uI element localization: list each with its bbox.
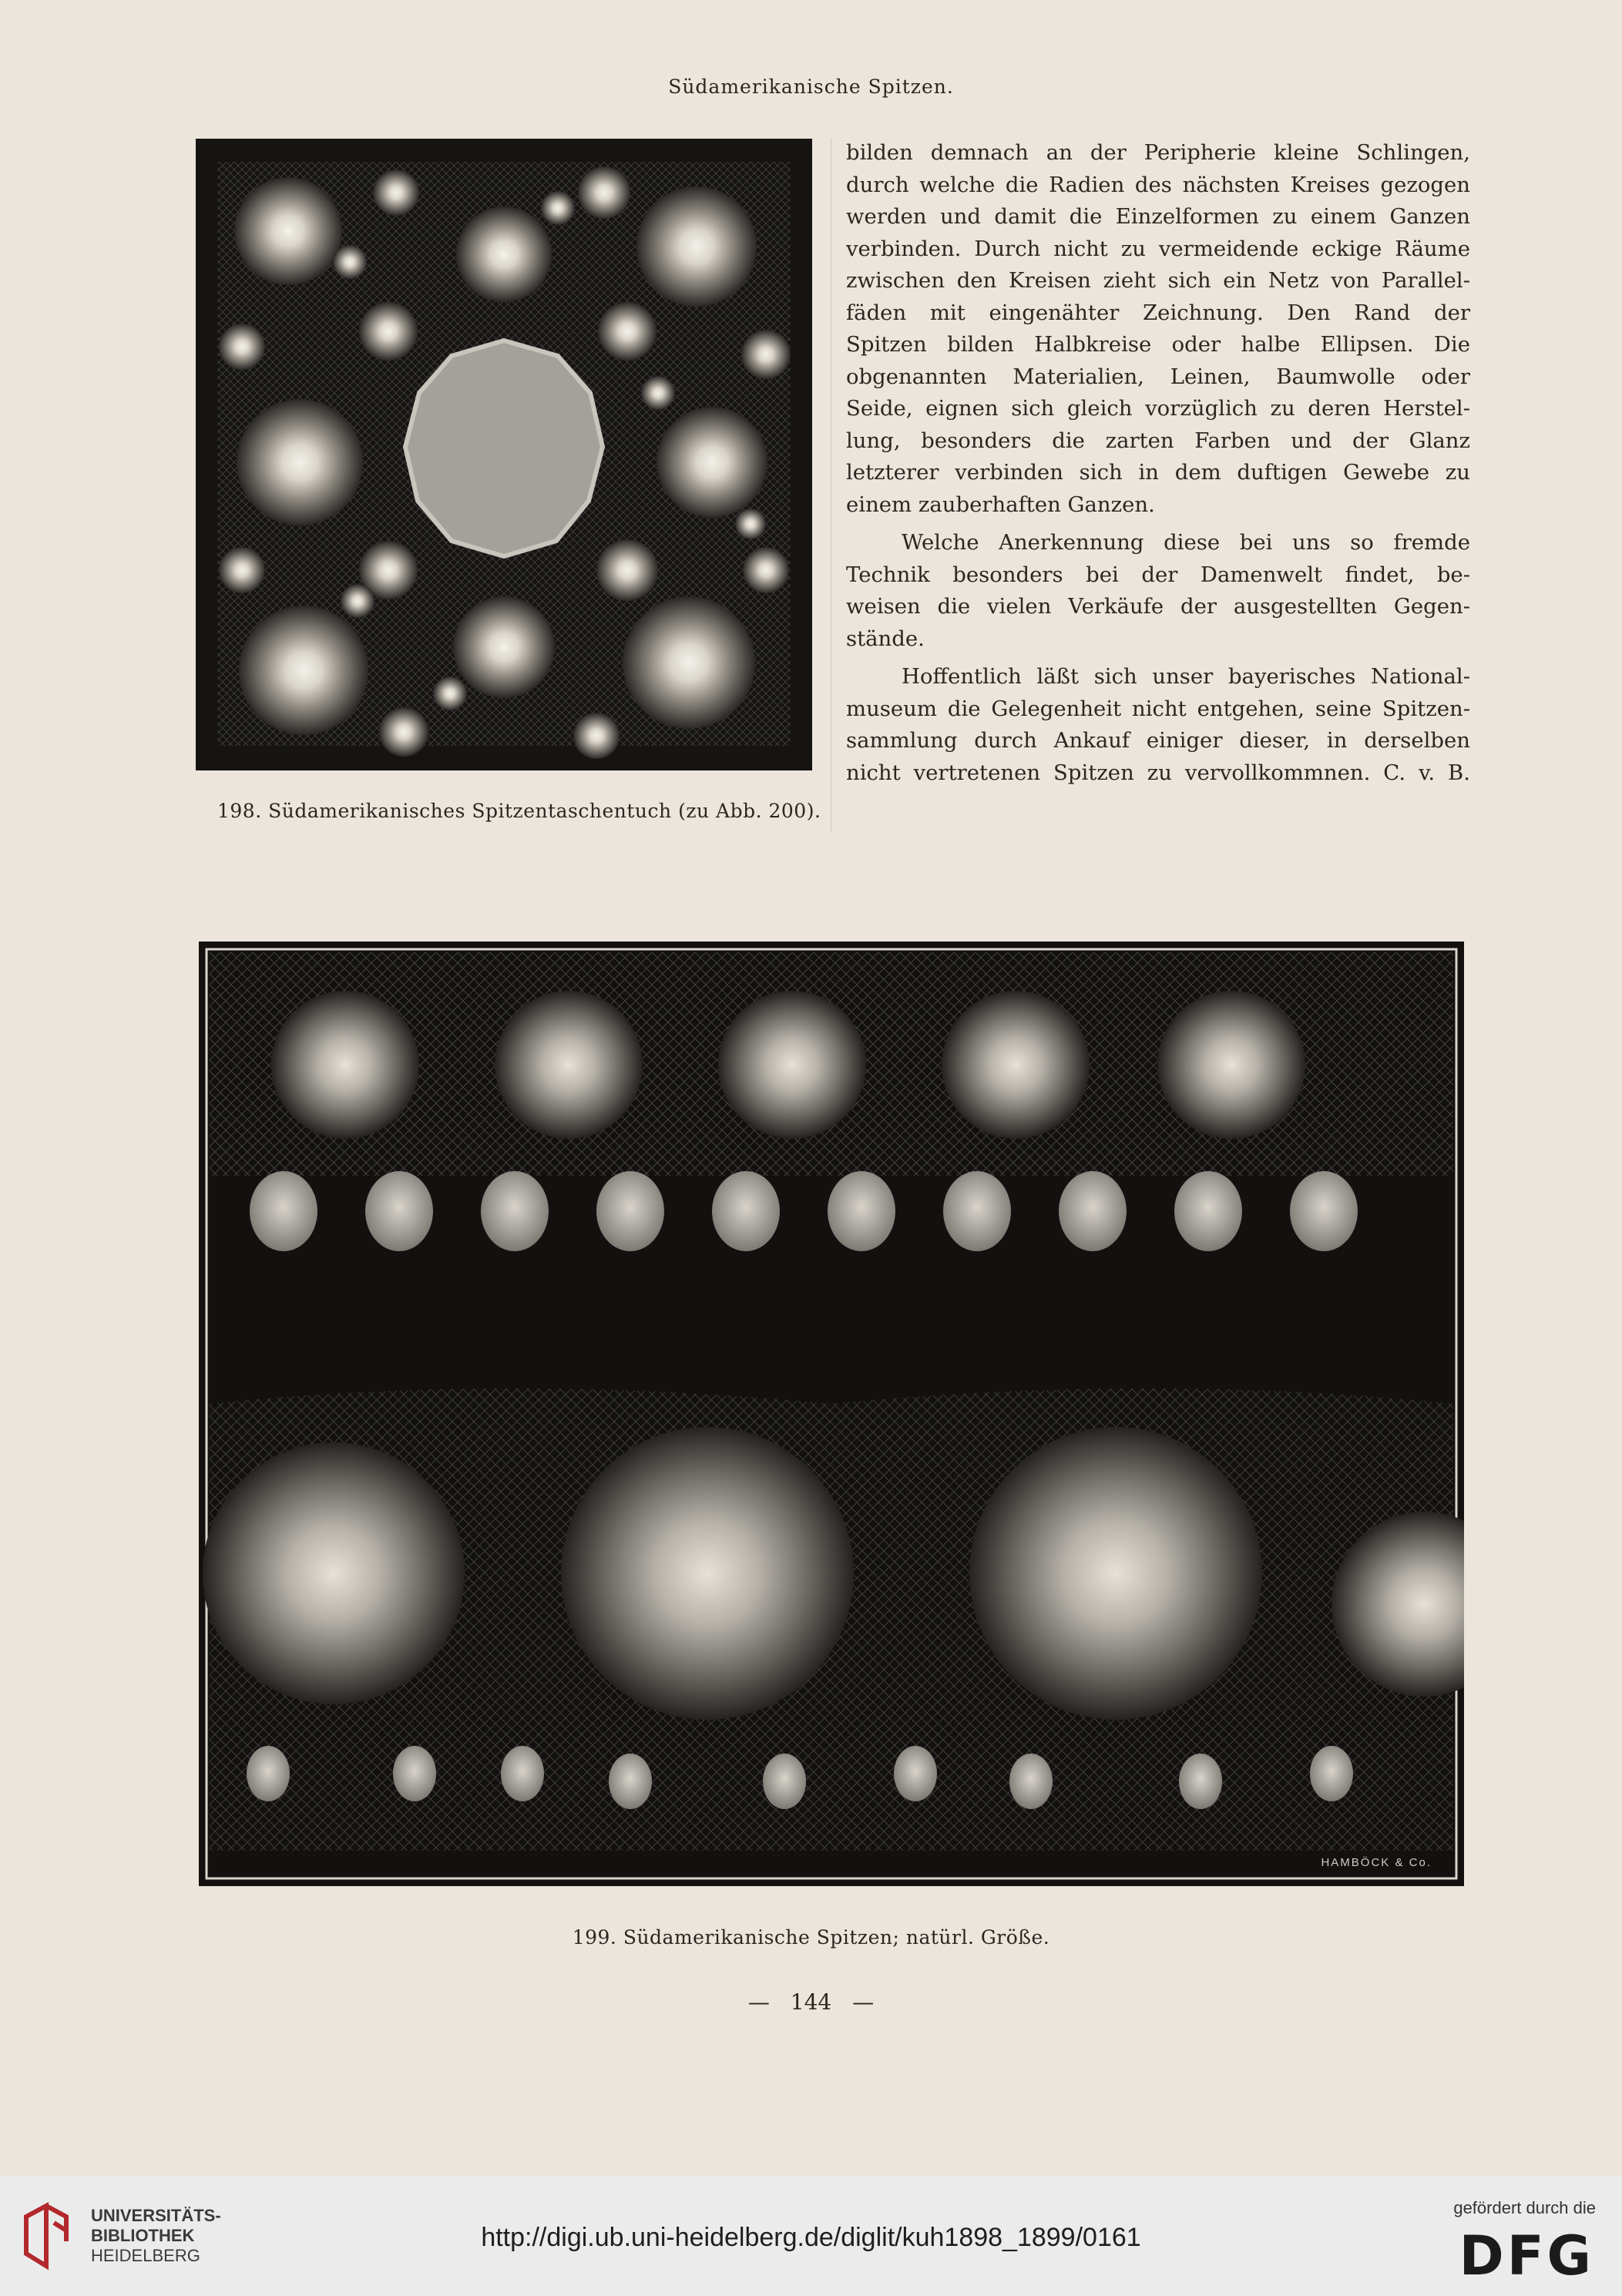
figure-199-caption: 199. Südamerikanische Spitzen; natürl. Größe.	[572, 1926, 1050, 1949]
running-head: Südamerikanische Spitzen.	[668, 76, 954, 98]
sponsor-note: gefördert durch die	[1453, 2198, 1596, 2217]
text-line: durch welche die Radien des nächsten Kreises gezogen	[846, 172, 1470, 197]
text-line: Seide, eignen sich gleich vorzüglich zu deren Herstel-	[846, 396, 1470, 421]
text-line: Hoffentlich läßt sich unser bayerisches National-	[902, 664, 1470, 689]
text-line: sammlung durch Ankauf einiger dieser, in derselben	[846, 728, 1470, 753]
library-name-line: UNIVERSITÄTS-	[91, 2206, 221, 2225]
text-line: stände.	[846, 626, 925, 651]
digitization-footer	[0, 2177, 1622, 2296]
text-line: Technik besonders bei der Damenwelt findet, be-	[846, 562, 1470, 587]
figure-199-lace-borders-photo	[199, 942, 1464, 1886]
text-line: zwischen den Kreisen zieht sich ein Netz von Parallel-	[846, 268, 1470, 293]
figure-198-lace-handkerchief-photo	[196, 139, 812, 770]
text-line: letzterer verbinden sich in dem duftigen Gewebe zu	[846, 460, 1470, 485]
text-line: bilden demnach an der Peripherie kleine Schlingen,	[846, 140, 1470, 165]
text-line: werden und damit die Einzelformen zu einem Ganzen	[846, 204, 1470, 229]
paragraph-3	[846, 661, 1470, 789]
text-line: weisen die vielen Verkäufe der ausgestellten Gegen-	[846, 594, 1470, 619]
paragraph-1	[846, 137, 1470, 521]
dfg-logo[interactable]: DFG	[1459, 2224, 1594, 2288]
handkerchief-image	[196, 139, 812, 770]
text-line: einem zauberhaften Ganzen.	[846, 492, 1155, 517]
paragraph-2	[846, 527, 1470, 655]
text-line: lung, besonders die zarten Farben und der Glanz	[846, 428, 1470, 453]
text-line: verbinden. Durch nicht zu vermeidende eckige Räume	[846, 236, 1470, 261]
library-name-line: HEIDELBERG	[91, 2246, 200, 2265]
text-line: obgenannten Materialien, Leinen, Baumwolle oder	[846, 364, 1470, 389]
figure-198-caption: 198. Südamerikanisches Spitzentaschentuch (zu Abb. 200).	[217, 800, 821, 822]
text-line: nicht vertretenen Spitzen zu vervollkommnen. C. v. B.	[846, 760, 1470, 785]
photo-credit: HAMBÖCK & Co.	[1321, 1856, 1432, 1869]
page-number: — 144 —	[747, 1989, 875, 2015]
permalink-url[interactable]: http://digi.ub.uni-heidelberg.de/diglit/kuh1898_1899/0161	[481, 2223, 1141, 2252]
text-line: Spitzen bilden Halbkreise oder halbe Ellipsen. Die	[846, 332, 1470, 357]
text-line: museum die Gelegenheit nicht entgehen, seine Spitzen-	[846, 696, 1470, 721]
body-text	[846, 137, 1470, 795]
lace-borders-image	[199, 942, 1464, 1886]
text-line: fäden mit eingenähter Zeichnung. Den Rand der	[846, 300, 1470, 325]
text-line: Welche Anerkennung diese bei uns so fremde	[902, 530, 1470, 555]
library-name-line: BIBLIOTHEK	[91, 2226, 195, 2245]
